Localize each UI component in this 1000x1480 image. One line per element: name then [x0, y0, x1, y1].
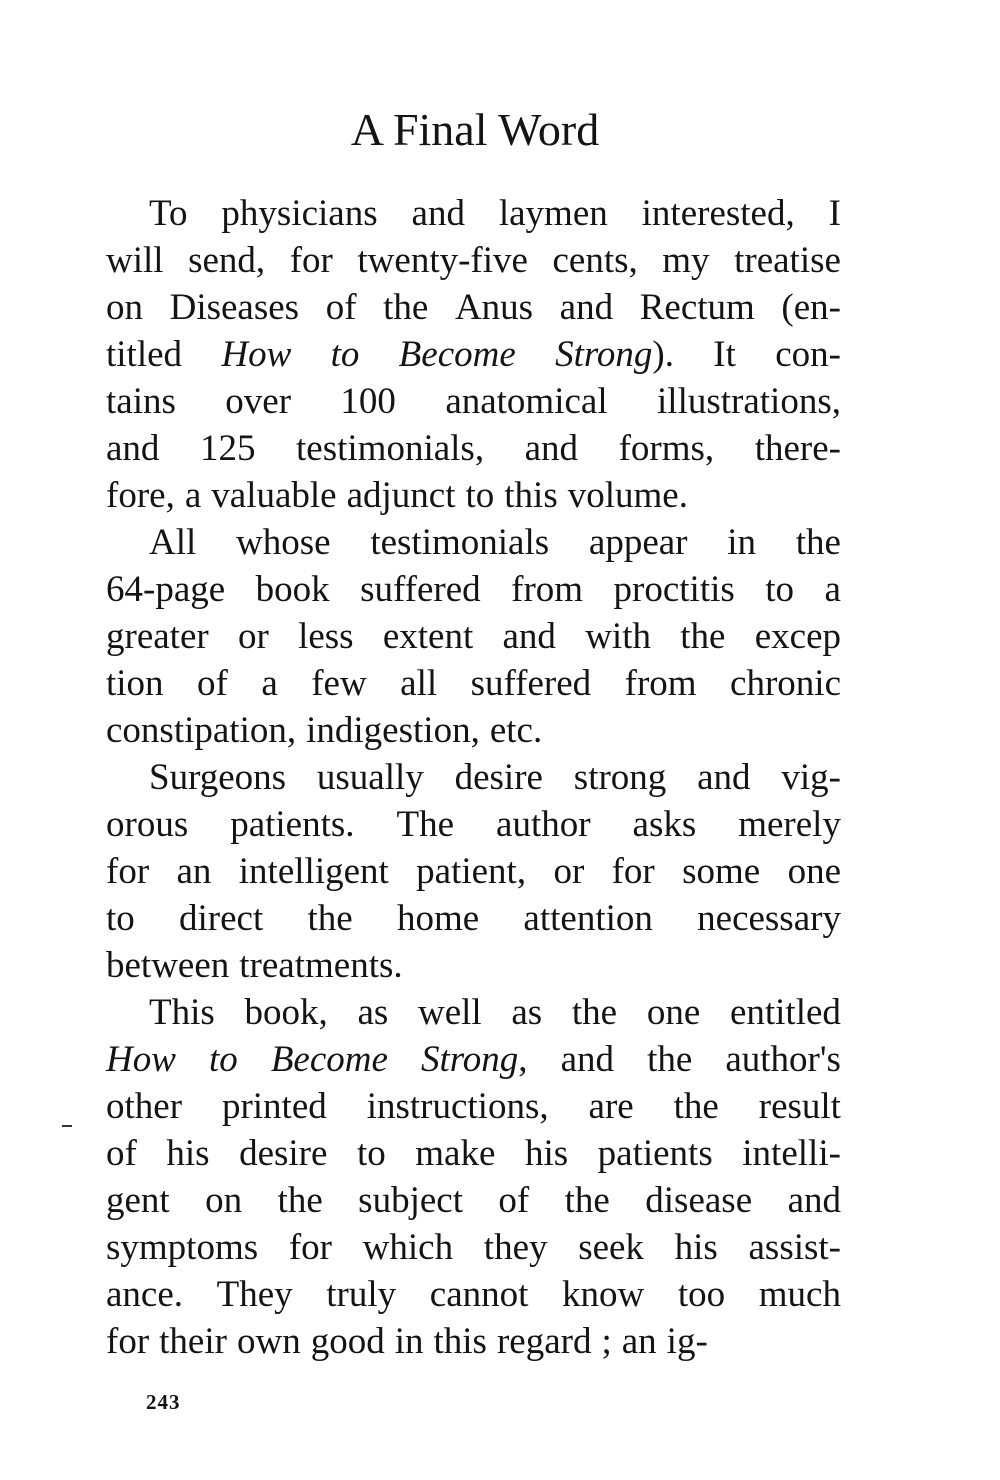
word: and — [560, 1039, 615, 1080]
word: anatomical — [445, 381, 608, 422]
word: regard — [496, 1321, 592, 1362]
word: well — [417, 992, 482, 1033]
word — [555, 331, 674, 378]
word: greater — [106, 616, 209, 657]
word: all — [400, 663, 438, 704]
word: for — [289, 240, 333, 281]
word: ; — [601, 1321, 612, 1362]
word: for — [611, 851, 655, 892]
word: the — [673, 1086, 719, 1127]
margin-mark — [62, 1125, 72, 1127]
word: con- — [775, 334, 841, 375]
text-line — [106, 660, 841, 707]
word: on — [106, 287, 143, 328]
word: ance. — [106, 1274, 184, 1315]
text-line — [106, 425, 841, 472]
word: intelli- — [742, 1133, 841, 1174]
italic-word: to — [330, 334, 360, 375]
text-line — [106, 378, 841, 425]
word: interested, — [641, 193, 795, 234]
word: illustrations, — [657, 381, 841, 422]
word: It — [713, 334, 736, 375]
word: an — [176, 851, 212, 892]
word: a — [261, 663, 278, 704]
word: home — [396, 898, 480, 939]
word: and — [787, 1180, 841, 1221]
word: will — [106, 240, 164, 281]
paragraph — [106, 519, 841, 754]
word: an — [621, 1321, 657, 1362]
text-line — [106, 190, 841, 237]
text-line — [106, 1083, 841, 1130]
word: ig- — [666, 1321, 708, 1362]
word: entitled — [729, 992, 841, 1033]
word — [106, 1036, 176, 1083]
word: his — [166, 1133, 210, 1174]
word: on — [205, 1180, 243, 1221]
word: testimonials — [370, 522, 550, 563]
word: one — [646, 992, 701, 1033]
word: proctitis — [613, 569, 735, 610]
word: tains — [106, 381, 176, 422]
word: or — [553, 851, 585, 892]
word: some — [682, 851, 761, 892]
text-line — [106, 1130, 841, 1177]
word: twenty-five — [357, 240, 528, 281]
word: know — [562, 1274, 645, 1315]
text-line — [106, 942, 841, 989]
word: 125 — [199, 428, 256, 469]
word — [221, 331, 291, 378]
word: (en- — [781, 287, 841, 328]
word: from — [624, 663, 697, 704]
word: for — [106, 1321, 150, 1362]
word: etc. — [489, 710, 543, 751]
word: disease — [645, 1180, 753, 1221]
paragraph — [106, 754, 841, 989]
word: a — [824, 569, 841, 610]
word — [331, 331, 360, 378]
word: appear — [588, 522, 688, 563]
word: his — [674, 1227, 718, 1268]
text-line — [106, 472, 841, 519]
word: To — [149, 193, 188, 234]
word: usually — [316, 757, 424, 798]
word: as — [511, 992, 543, 1033]
word: patients. — [230, 804, 355, 845]
text-line — [106, 1224, 841, 1271]
italic-word: Strong — [420, 1039, 519, 1080]
word: desire — [239, 1133, 328, 1174]
word: Rectum — [639, 287, 755, 328]
word: and — [106, 428, 160, 469]
word: vig- — [781, 757, 841, 798]
word: are — [588, 1086, 634, 1127]
word: Anus — [454, 287, 534, 328]
word: This — [149, 992, 215, 1033]
word: in — [727, 522, 757, 563]
body-text — [106, 190, 841, 1365]
word: laymen — [498, 193, 608, 234]
word: between — [106, 945, 230, 986]
word: suffered — [360, 569, 481, 610]
word: attention — [523, 898, 653, 939]
word: book — [255, 569, 330, 610]
word: gent — [106, 1180, 170, 1221]
word: the — [277, 1180, 323, 1221]
word: excep — [754, 616, 841, 657]
word: desire — [454, 757, 543, 798]
word: for — [106, 851, 150, 892]
text-line — [106, 331, 841, 378]
text-line — [106, 895, 841, 942]
word: I — [828, 193, 841, 234]
word: testimonials, — [296, 428, 485, 469]
word: extent — [382, 616, 474, 657]
word: with — [585, 616, 651, 657]
word: seek — [578, 1227, 644, 1268]
word: cannot — [429, 1274, 529, 1315]
word: author's — [725, 1039, 841, 1080]
word: whose — [236, 522, 331, 563]
word: which — [362, 1227, 454, 1268]
word: the — [795, 522, 841, 563]
word: this — [504, 475, 558, 516]
word: forms, — [618, 428, 715, 469]
word: cents, — [552, 240, 638, 281]
word: constipation, — [106, 710, 297, 751]
word: physicians — [221, 193, 378, 234]
word: book, — [244, 992, 328, 1033]
text-line — [106, 1177, 841, 1224]
word: other — [106, 1086, 183, 1127]
word: and — [502, 616, 556, 657]
word: to — [765, 569, 795, 610]
word: necessary — [697, 898, 841, 939]
word: they — [483, 1227, 548, 1268]
word: Diseases — [169, 287, 300, 328]
word: of — [106, 1133, 137, 1174]
word: , — [518, 1039, 528, 1080]
word: adjunct — [346, 475, 456, 516]
word — [399, 331, 516, 378]
word: merely — [738, 804, 841, 845]
word: much — [758, 1274, 841, 1315]
word: printed — [221, 1086, 327, 1127]
page-number: 243 — [146, 1390, 181, 1414]
word — [209, 1036, 238, 1083]
text-line — [106, 1318, 841, 1365]
word: over — [225, 381, 292, 422]
word: instructions, — [366, 1086, 549, 1127]
word: symptoms — [106, 1227, 259, 1268]
chapter-title: A Final Word — [350, 104, 600, 155]
text-line — [106, 989, 841, 1036]
word: good — [310, 1321, 385, 1362]
word — [271, 1036, 388, 1083]
word: patient, — [416, 851, 527, 892]
word: as — [357, 992, 389, 1033]
word: their — [159, 1321, 227, 1362]
text-line — [106, 754, 841, 801]
italic-word: Become — [270, 1039, 388, 1080]
word: Surgeons — [149, 757, 287, 798]
italic-word: Become — [398, 334, 516, 375]
word: assist- — [748, 1227, 841, 1268]
italic-word: to — [208, 1039, 238, 1080]
word: intelligent — [238, 851, 389, 892]
word: The — [396, 804, 455, 845]
word: and — [559, 287, 614, 328]
word: treatments. — [239, 945, 403, 986]
word: to — [106, 898, 135, 939]
word — [421, 1036, 528, 1083]
word: volume. — [567, 475, 688, 516]
text-line — [106, 707, 841, 754]
word: make — [415, 1133, 496, 1174]
word: All — [149, 522, 197, 563]
word: in — [394, 1321, 424, 1362]
word: send, — [188, 240, 266, 281]
word: the — [307, 898, 353, 939]
text-line — [106, 566, 841, 613]
word: his — [524, 1133, 569, 1174]
text-line — [106, 519, 841, 566]
word: to — [465, 475, 495, 516]
word: my — [662, 240, 710, 281]
word: subject — [358, 1180, 463, 1221]
word: and — [411, 193, 465, 234]
word: valuable — [211, 475, 337, 516]
word: from — [511, 569, 584, 610]
italic-word: How — [221, 334, 292, 375]
word: asks — [632, 804, 697, 845]
text-line — [106, 1036, 841, 1083]
word: to — [356, 1133, 386, 1174]
italic-word: How — [106, 1039, 176, 1080]
word: the — [383, 287, 429, 328]
word: indigestion, — [306, 710, 480, 751]
word: treatise — [734, 240, 841, 281]
word: own — [236, 1321, 301, 1362]
paragraph — [106, 190, 841, 519]
word: titled — [106, 334, 183, 375]
word: ). — [652, 334, 674, 375]
word: of — [498, 1180, 530, 1221]
word: for — [288, 1227, 332, 1268]
word: author — [496, 804, 591, 845]
word: too — [677, 1274, 726, 1315]
text-line — [106, 1271, 841, 1318]
word: fore, — [106, 475, 175, 516]
word: and — [697, 757, 751, 798]
italic-word: Strong — [555, 334, 653, 375]
word: strong — [573, 757, 667, 798]
word: They — [216, 1274, 293, 1315]
word: suffered — [470, 663, 592, 704]
word: of — [197, 663, 228, 704]
word: tion — [106, 663, 164, 704]
text-line — [106, 284, 841, 331]
word: 64-page — [106, 569, 226, 610]
word: chronic — [730, 663, 841, 704]
word: orous — [106, 804, 189, 845]
word: direct — [179, 898, 264, 939]
word: 100 — [340, 381, 396, 422]
word: this — [433, 1321, 487, 1362]
word: and — [524, 428, 579, 469]
word: one — [787, 851, 841, 892]
word: there- — [754, 428, 841, 469]
word: few — [311, 663, 367, 704]
word: or — [237, 616, 269, 657]
paragraph — [106, 989, 841, 1365]
word: of — [325, 287, 357, 328]
word: result — [758, 1086, 841, 1127]
word: patients — [597, 1133, 713, 1174]
word: the — [564, 1180, 610, 1221]
word: the — [680, 616, 726, 657]
text-line — [106, 237, 841, 284]
text-line — [106, 801, 841, 848]
word: the — [571, 992, 618, 1033]
text-line — [106, 613, 841, 660]
text-line — [106, 848, 841, 895]
word: truly — [326, 1274, 397, 1315]
word: a — [184, 475, 202, 516]
word: less — [298, 616, 354, 657]
word: the — [647, 1039, 693, 1080]
